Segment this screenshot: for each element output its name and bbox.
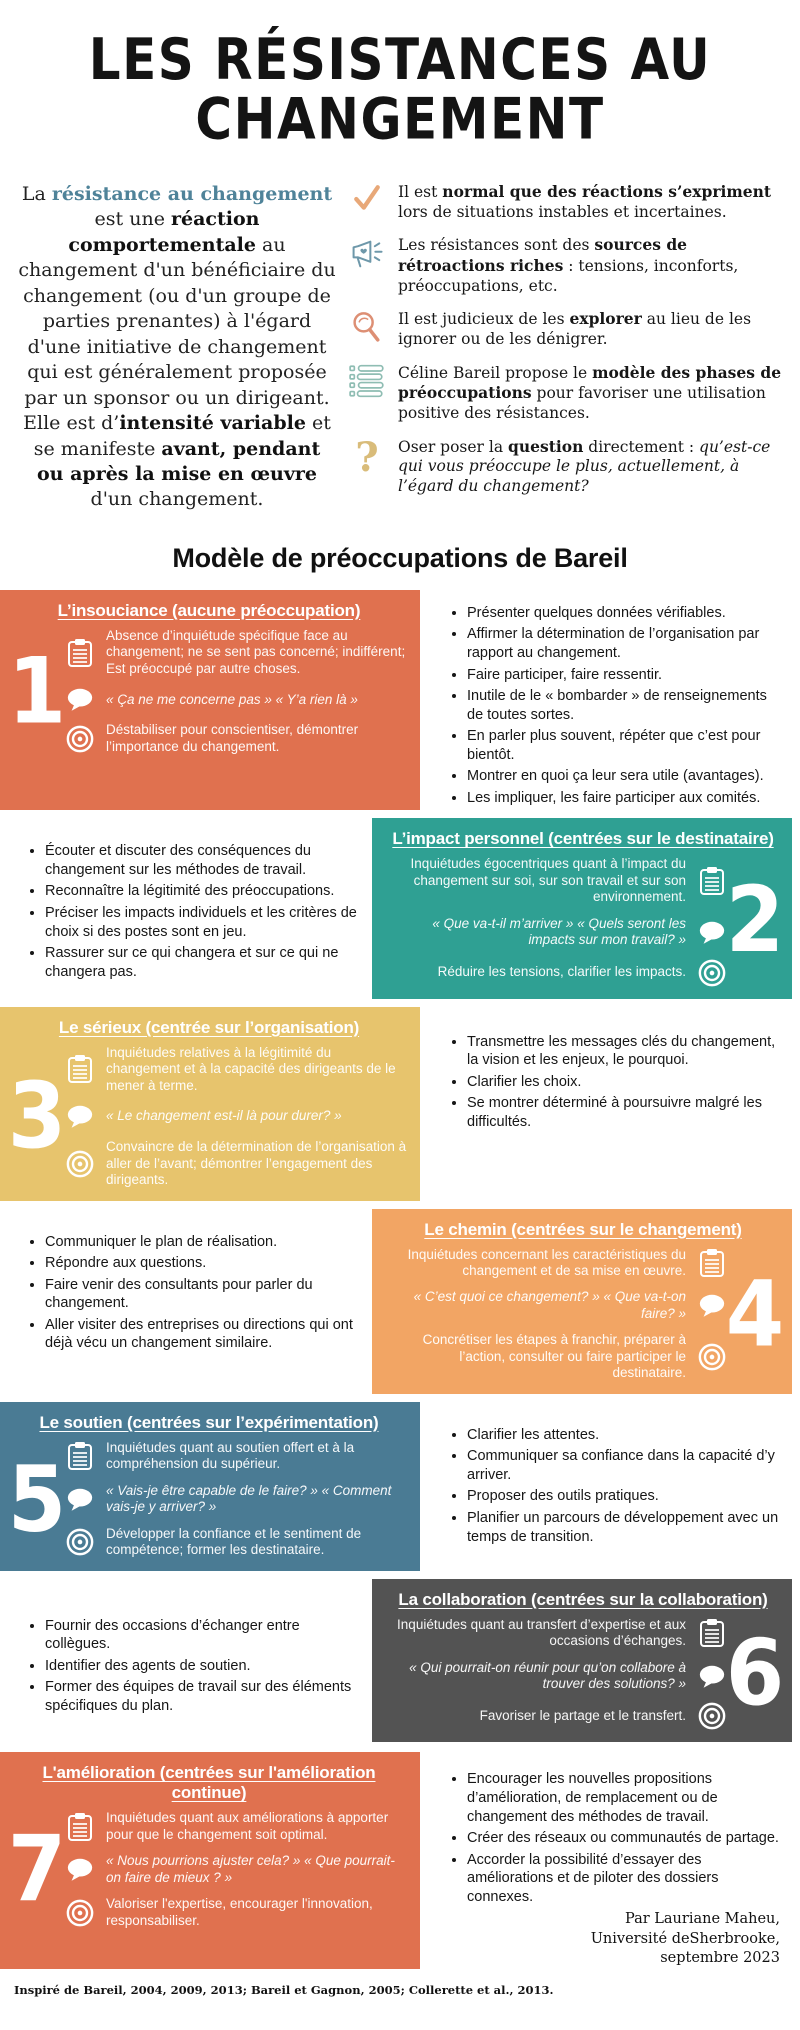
action-row: [384, 959, 728, 987]
phase-2-bullets: [0, 818, 372, 998]
keypoint-text: Il est judicieux de les explorer au lieu de les ignorer ou de les dénigrer.: [398, 309, 752, 349]
phase-5-section: [0, 1402, 800, 1571]
bullet-item: • Reconnaître la légitimité des préoccupations.: [45, 882, 358, 901]
target-icon: [64, 1899, 96, 1927]
action-text: Développer la confiance et le sentiment de compétence; former les destinataire.: [106, 1525, 362, 1558]
phase-title: L’impact personnel (centrées sur le destinataire): [392, 829, 774, 849]
bullet-item: • Se montrer déterminé à poursuivre malgré les difficultés.: [467, 1094, 784, 1131]
intro-highlight: résistance au changement: [51, 183, 333, 205]
concern-row: [64, 1440, 408, 1473]
quote-row: [64, 687, 408, 712]
phase-6-bullets: [0, 1579, 372, 1743]
phase-1-block: [0, 590, 420, 810]
phase-number: 7: [7, 1816, 67, 1922]
target-icon: [64, 1528, 96, 1556]
speech-bubble-icon: [696, 920, 728, 945]
quote-row: [64, 1483, 408, 1516]
phase-number: 2: [725, 867, 785, 974]
bullet-item: • Planifier un parcours de développement avec un temps de transition.: [467, 1509, 784, 1546]
speech-bubble-icon: [64, 1857, 96, 1882]
concern-row: [384, 1617, 728, 1650]
action-text: Réduire les tensions, clarifier les impacts.: [437, 964, 686, 980]
phase-4-section: [0, 1209, 800, 1394]
concern-text: Absence d’inquiétude spécifique face au changement; ne se sent pas concerné; indifférent; Est préoccupé par autre choses.: [106, 627, 406, 676]
phase-6-block: [372, 1579, 792, 1743]
footer: [0, 1969, 800, 1999]
concern-row: [64, 628, 408, 677]
concern-text: Inquiétudes quant au transfert d’expertise et aux occasions d’échanges.: [397, 1616, 686, 1649]
phase-title: La collaboration (centrées sur la collaboration): [398, 1589, 768, 1609]
quote-row: [384, 916, 728, 949]
concern-text: Inquiétudes relatives à la légitimité du changement et à la capacité des dirigeants de le mener à terme.: [106, 1044, 396, 1093]
quote-text: « Le changement est-il là pour durer? »: [106, 1108, 342, 1124]
concern-row: [64, 1045, 408, 1094]
bullet-item: • Identifier des agents de soutien.: [45, 1657, 358, 1676]
intro-bold: réaction comportementale: [68, 208, 260, 256]
check-icon: [344, 182, 390, 213]
intro-bold: avant, pendant ou après la mise en œuvre: [37, 437, 321, 485]
action-text: Déstabiliser pour conscientiser, démontrer l’importance du changement.: [106, 722, 359, 754]
action-text: Concrétiser les étapes à franchir, préparer à l’action, consulter ou faire participer le destinataire.: [422, 1332, 686, 1381]
keypoint: [344, 309, 788, 349]
speech-bubble-icon: [696, 1664, 728, 1689]
concern-text: Inquiétudes quant au soutien offert et à la compréhension du supérieur.: [106, 1439, 355, 1472]
target-icon: [696, 1702, 728, 1730]
phase-title: L'amélioration (centrées sur l'amélioration continue): [42, 1763, 376, 1803]
action-row: [384, 1332, 728, 1381]
phase-5-bullets: [420, 1402, 800, 1571]
phase-7-bullets: [420, 1752, 800, 1969]
keypoint: [344, 433, 788, 497]
megaphone-icon: [344, 235, 390, 272]
bullet-item: • Écouter et discuter des conséquences du changement sur les méthodes de travail.: [45, 842, 358, 879]
bullet-item: • Communiquer sa confiance dans la capacité d’y arriver.: [467, 1447, 784, 1484]
phase-2-section: [0, 818, 800, 998]
action-text: Favoriser le partage et le transfert.: [479, 1708, 686, 1724]
keypoint: [344, 182, 788, 222]
bullet-item: • Clarifier les choix.: [467, 1073, 784, 1092]
model-heading: Modèle de préoccupations de Bareil: [172, 542, 628, 573]
keypoint-text: Oser poser la question directement : qu’est-ce qui vous préoccupe le plus, actuellement, à l’égard du changement?: [398, 436, 771, 496]
keypoint: [344, 363, 788, 424]
bullet-item: • En parler plus souvent, répéter que c’est pour bientôt.: [467, 727, 784, 764]
target-icon: [64, 1150, 96, 1178]
quote-text: « Que va-t-il m’arriver » « Quels seront les impacts sur mon travail? »: [432, 915, 686, 948]
target-icon: [696, 959, 728, 987]
quote-row: [384, 1660, 728, 1693]
intro-bold: intensité variable: [119, 412, 306, 435]
clipboard-icon: [64, 1812, 96, 1842]
bullet-item: • Préciser les impacts individuels et les critères de choix si des postes sont en jeu.: [45, 904, 358, 941]
phase-7-section: [0, 1752, 800, 1969]
phase-number: 4: [725, 1260, 785, 1367]
action-text: Convaincre de la détermination de l’organisation à aller de l’avant; démontrer l’engagement des dirigeants.: [106, 1139, 407, 1188]
clipboard-icon: [64, 638, 96, 668]
phase-1-section: [0, 590, 800, 810]
bullet-item: • Rassurer sur ce qui changera et sur ce qui ne changera pas.: [45, 944, 358, 981]
bullet-item: • Transmettre les messages clés du changement, la vision et les enjeux, le pourquoi.: [467, 1033, 784, 1070]
action-row: [64, 722, 408, 755]
concern-row: [64, 1810, 408, 1843]
phase-3-block: [0, 1007, 420, 1201]
speech-bubble-icon: [64, 1104, 96, 1129]
bullet-item: • Accorder la possibilité d’essayer des améliorations et de piloter des dossiers connexes.: [467, 1851, 784, 1907]
phase-1-bullets: [420, 590, 800, 810]
intro-text-part: d'un changement.: [90, 488, 264, 511]
bullet-item: • Faire participer, faire ressentir.: [467, 666, 784, 685]
bullet-item: • Fournir des occasions d’échanger entre collègues.: [45, 1617, 358, 1654]
phase-number: 6: [725, 1619, 785, 1726]
concern-row: [384, 1247, 728, 1280]
quote-row: [64, 1104, 408, 1129]
keypoint-text: Céline Bareil propose le modèle des phases de préoccupations pour favoriser une utilisation positive des résistances.: [398, 362, 782, 423]
clipboard-icon: [696, 866, 728, 896]
keypoints-list: [344, 182, 788, 513]
concern-text: Inquiétudes concernant les caractéristiques du changement et de sa mise en œuvre.: [407, 1246, 686, 1278]
phase-6-section: [0, 1579, 800, 1743]
phase-title: Le sérieux (centrée sur l’organisation): [58, 1017, 360, 1037]
bullet-item: • Encourager les nouvelles propositions d’amélioration, de remplacement ou de changement des méthodes de travail.: [467, 1770, 784, 1826]
phase-number: 3: [7, 1062, 67, 1169]
bullet-item: • Les impliquer, les faire participer aux comités.: [467, 789, 784, 808]
bullet-item: • Créer des réseaux ou communautés de partage.: [467, 1829, 784, 1848]
quote-text: « Qui pourrait-on réunir pour qu’on collabore à trouver des solutions? »: [409, 1659, 686, 1692]
phase-2-block: [372, 818, 792, 998]
bullet-item: • Proposer des outils pratiques.: [467, 1487, 784, 1506]
phase-3-bullets: [420, 1007, 800, 1201]
phase-5-block: [0, 1402, 420, 1571]
action-text: Valoriser l'expertise, encourager l'innovation, responsabiliser.: [106, 1896, 373, 1928]
quote-row: [64, 1853, 408, 1886]
clipboard-icon: [64, 1054, 96, 1084]
action-row: [64, 1526, 408, 1559]
phase-title: Le chemin (centrées sur le changement): [424, 1219, 742, 1239]
quote-text: « C’est quoi ce changement? » « Que va-t-on faire? »: [413, 1289, 686, 1321]
concern-text: Inquiétudes égocentriques quant à l’impact du changement sur soi, sur son travail et sur son environnement.: [410, 856, 686, 905]
bullet-item: • Former des équipes de travail sur des éléments spécifiques du plan.: [45, 1678, 358, 1715]
phase-number: 5: [7, 1445, 67, 1552]
phase-7-block: [0, 1752, 420, 1969]
bullet-item: • Inutile de le « bombarder » de renseignements de toutes sortes.: [467, 687, 784, 724]
speech-bubble-icon: [696, 1293, 728, 1318]
bullet-item: • Montrer en quoi ça leur sera utile (avantages).: [467, 767, 784, 786]
keypoint-text: Les résistances sont des sources de rétroactions riches : tensions, inconforts, préoccupations, etc.: [398, 235, 739, 295]
concern-text: Inquiétudes quant aux améliorations à apporter pour que le changement soit optimal.: [106, 1810, 389, 1842]
phase-4-bullets: [0, 1209, 372, 1394]
quote-text: « Nous pourrions ajuster cela? » « Que pourrait-on faire de mieux ? »: [106, 1853, 395, 1885]
checklist-icon: [344, 363, 390, 398]
quote-row: [384, 1289, 728, 1322]
intro-section: [0, 138, 800, 513]
clipboard-icon: [64, 1441, 96, 1471]
bullet-item: • Répondre aux questions.: [45, 1254, 358, 1273]
quote-text: « Vais-je être capable de le faire? » « Comment vais-je y arriver? »: [106, 1482, 392, 1515]
quote-text: « Ça ne me concerne pas » « Y’a rien là »: [106, 691, 358, 707]
clipboard-icon: [696, 1618, 728, 1648]
intro-text-part: au changement d'un bénéficiaire du changement (ou d'un groupe de parties prenantes) à l'égard d'une initiative de changement qui est généralement proposée par un sponsor ou un dirigeant. Elle est d’: [18, 233, 336, 435]
page-title: LES RÉSISTANCES AU CHANGEMENT: [88, 26, 712, 152]
bullet-item: • Affirmer la détermination de l’organisation par rapport au changement.: [467, 625, 784, 662]
phase-title: Le soutien (centrées sur l’expérimentation): [39, 1412, 379, 1432]
speech-bubble-icon: [64, 687, 96, 712]
bullet-item: • Faire venir des consultants pour parler du changement.: [45, 1276, 358, 1313]
clipboard-icon: [696, 1248, 728, 1278]
phase-4-block: [372, 1209, 792, 1394]
target-icon: [64, 725, 96, 753]
bullet-item: • Clarifier les attentes.: [467, 1426, 784, 1445]
action-row: [384, 1702, 728, 1730]
keypoint: [344, 235, 788, 296]
phase-3-section: [0, 1007, 800, 1201]
phase-number: 1: [7, 637, 67, 744]
bullet-item: • Aller visiter des entreprises ou directions qui ont déjà vécu un changement similaire.: [45, 1316, 358, 1353]
intro-text-part: La: [21, 183, 52, 205]
intro-text-part: et se manifeste: [33, 412, 331, 460]
magnifier-icon: [344, 309, 390, 346]
keypoint-text: Il est normal que des réactions s’expriment lors de situations instables et incertaines.: [398, 182, 772, 221]
target-icon: [696, 1343, 728, 1371]
phase-title: L’insouciance (aucune préoccupation): [57, 600, 361, 620]
source-citation: Inspiré de Bareil, 2004, 2009, 2013; Bareil et Gagnon, 2005; Collerette et al., 2013.: [14, 1983, 554, 1997]
question-icon: ?: [355, 433, 379, 481]
author-credit: Par Lauriane Maheu, Université deSherbrooke, septembre 2023: [590, 1911, 780, 1967]
action-row: [64, 1896, 408, 1929]
intro-text-part: est une: [94, 208, 171, 231]
action-row: [64, 1139, 408, 1188]
bullet-item: • Communiquer le plan de réalisation.: [45, 1233, 358, 1252]
concern-row: [384, 856, 728, 905]
bullet-item: • Présenter quelques données vérifiables.: [467, 604, 784, 623]
speech-bubble-icon: [64, 1487, 96, 1512]
intro-paragraph: [18, 182, 336, 513]
